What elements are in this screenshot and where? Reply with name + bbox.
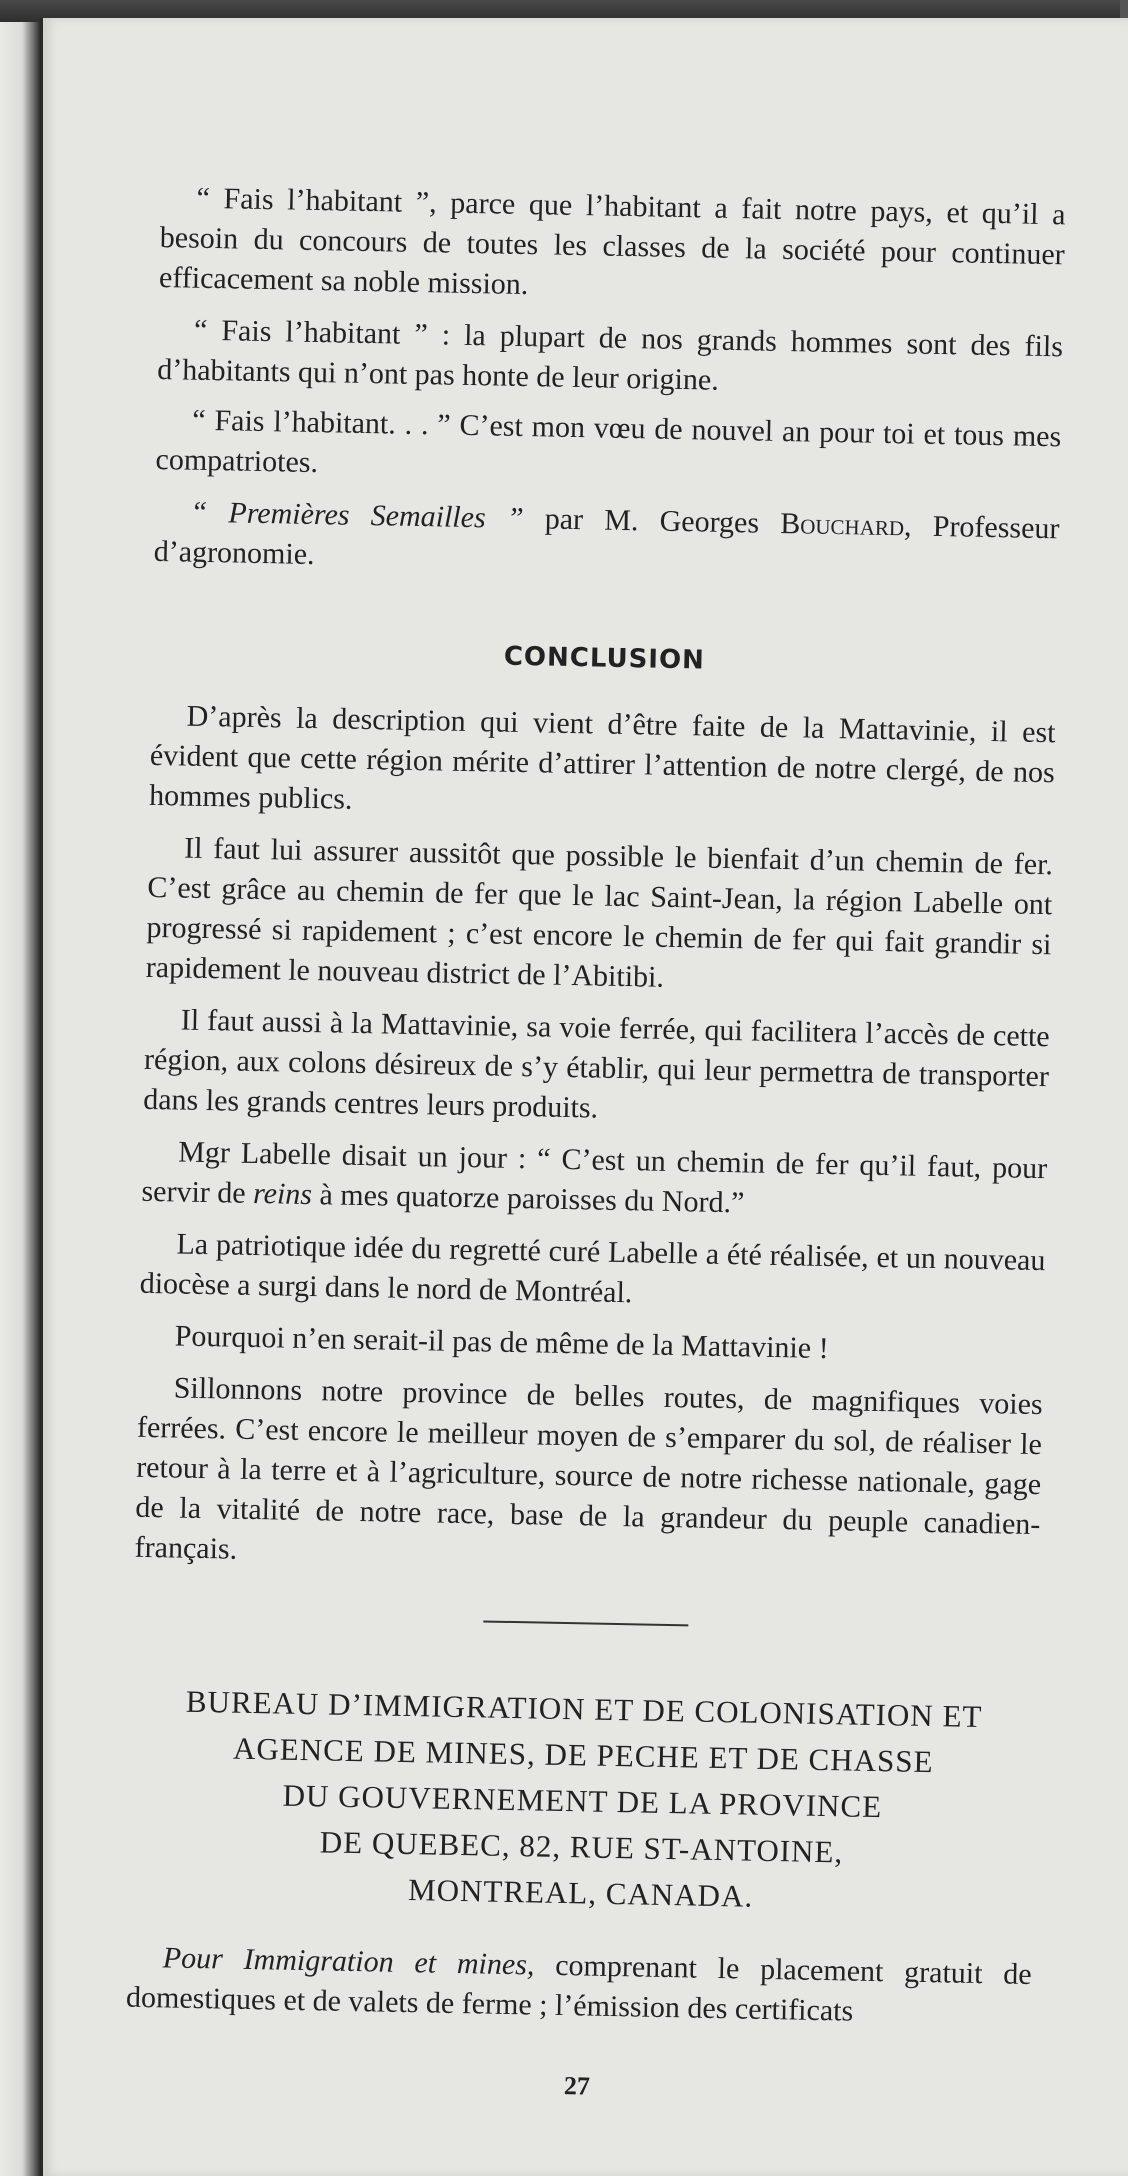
paragraph-conclusion-1: D’après la description qui vient d’être faite de la Mattavinie, il est évident que cette région mérite d’attirer l’attention de notre clergé, de nos hommes publics. [148, 699, 1056, 816]
paragraph-conclusion-2: Il faut lui assurer aussitôt que possible le bienfait d’un chemin de fer. C’est grâce au chemin de fer que le lac Saint-Jean, la région Labelle ont progressé si rapidement ; c’est encore le chemin de fer qui fait grandir si rapidement le nouveau district de l’Abitibi. [145, 831, 1054, 994]
closing-italic: Pour Immigration et mines, [162, 1941, 535, 1982]
paragraph-end-3: Sillonnons notre province de belles routes, de magnifiques voies ferrées. C’est encore le meilleur moyen de s’emparer du sol, de réaliser le retour à la terre et à l’agriculture, source de notre richesse nationale, gage de la vitalité de notre race, base de la grandeur du peuple canadien-français. [134, 1371, 1043, 1566]
book-page [40, 18, 1128, 2176]
bureau-line: BUREAU D’IMMIGRATION ET DE COLONISATION ET [185, 1683, 983, 1735]
paragraph-fais-habitant-3: “ Fais l’habitant. . . ” C’est mon vœu de nouvel an pour toi et tous mes compatriotes. [155, 403, 1062, 480]
section-divider [483, 1620, 688, 1626]
bureau-line: AGENCE DE MINES, DE PECHE ET DE CHASSE [232, 1730, 934, 1780]
book-binding [0, 0, 40, 2176]
quote-after: à mes quatorze paroisses du Nord.” [311, 1178, 745, 1220]
bureau-address [128, 1678, 1037, 1925]
bureau-line: MONTREAL, CANADA. [407, 1872, 754, 1914]
section-heading: CONCLUSION [503, 641, 706, 676]
paragraph-closing [126, 1938, 1032, 2035]
closing-rest: comprenant le placement gratuit de domestiques et de valets de ferme ; l’émission des certificats [125, 1948, 1032, 2028]
quote-before: Mgr Labelle disait un jour : “ C’est un chemin de fer qu’il faut, pour servir de [141, 1135, 1048, 1210]
page-text [124, 178, 1066, 2115]
credit-title: “ Premières Semailles ” [190, 495, 524, 536]
credit-rest: , Professeur d’agronomie. [153, 509, 1060, 572]
paragraph-fais-habitant-2: “ Fais l’habitant ” : la plupart de nos grands hommes sont des fils d’habitants qui n’ont pas honte de leur origine. [157, 313, 1064, 397]
paragraph-labelle-quote [141, 1132, 1047, 1229]
paragraph-end-1: La patriotique idée du regretté curé Labelle a été réalisée, et un nouveau diocèse a surgi dans le nord de Montréal. [139, 1227, 1046, 1310]
page-number: 27 [563, 2071, 591, 2101]
paragraph-fais-habitant-1: “ Fais l’habitant ”, parce que l’habitant a fait notre pays, et qu’il a besoin du concours de toutes les classes de la société pour continuer efficacement sa noble mission. [158, 181, 1066, 302]
source-credit [153, 492, 1059, 589]
bureau-line: DU GOUVERNEMENT DE LA PROVINCE [282, 1777, 883, 1825]
bureau-line: DE QUEBEC, 82, RUE ST-ANTOINE, [319, 1824, 844, 1870]
credit-middle: par M. Georges [523, 502, 781, 540]
paragraph-end-2: Pourquoi n’en serait-il pas de même de la Mattavinie ! [174, 1319, 829, 1366]
paragraph-conclusion-3: Il faut aussi à la Mattavinie, sa voie ferrée, qui facilitera l’accès de cette région, aux colons désireux de s’y établir, qui leur permettra de transporter dans les grands centres leurs produits. [142, 1003, 1050, 1125]
quote-italic: reins [252, 1176, 313, 1212]
credit-author: Bouchard [779, 506, 905, 543]
